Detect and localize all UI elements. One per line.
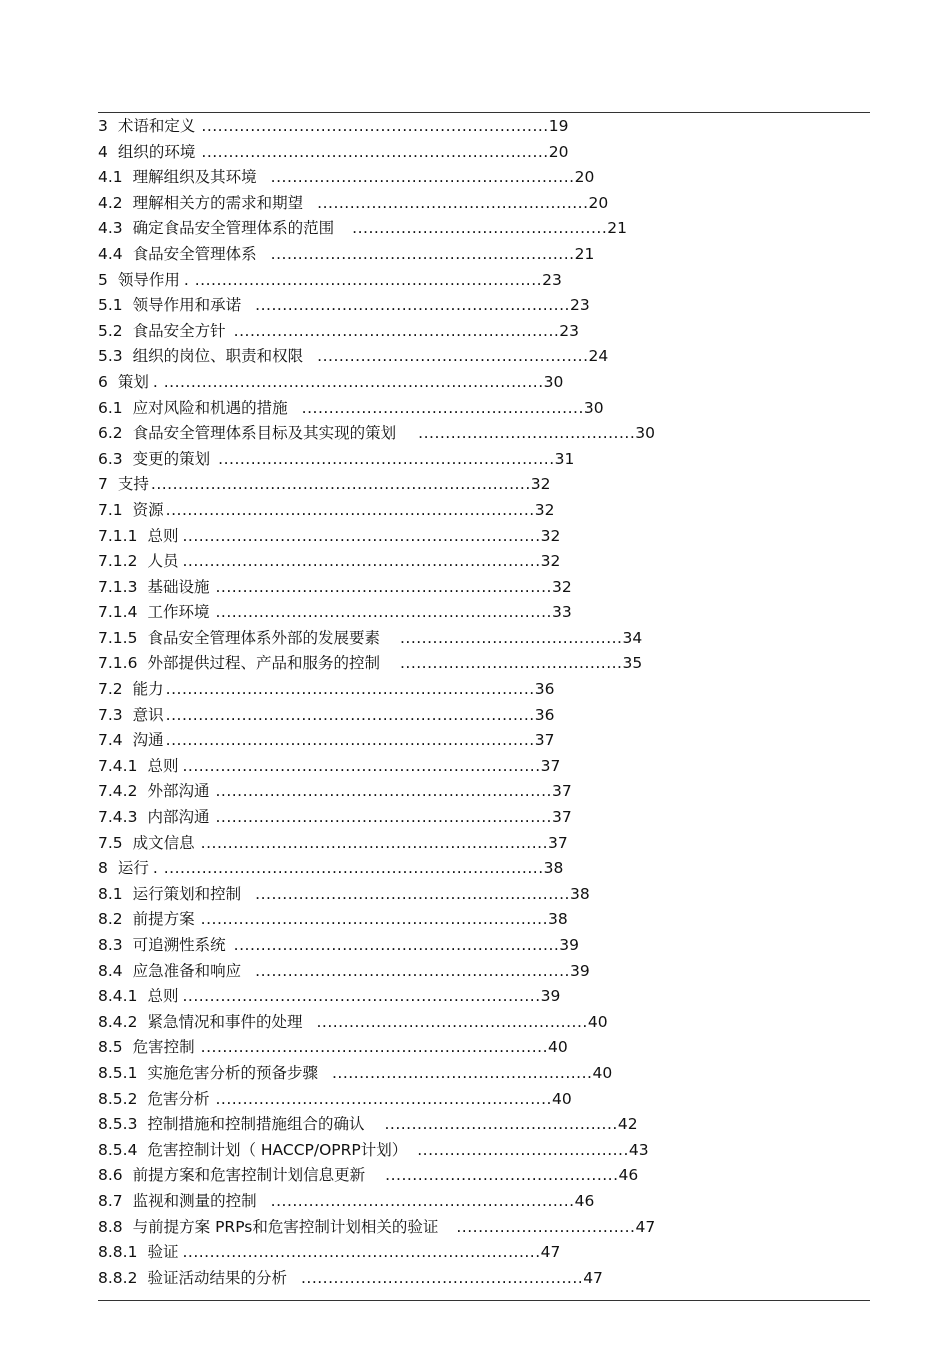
toc-entry[interactable]: [98, 1240, 870, 1266]
toc-leader: ................................................................: [201, 142, 549, 161]
toc-number: 6.3: [98, 449, 123, 468]
toc-title: 能力: [132, 680, 164, 699]
toc-title: 支持: [117, 475, 149, 494]
toc-leader: .................................: [456, 1217, 636, 1236]
toc-entry[interactable]: [98, 1189, 870, 1215]
toc-page: 46: [574, 1191, 595, 1210]
toc-entry[interactable]: [98, 933, 870, 959]
toc-title: 监视和测量的控制: [132, 1191, 257, 1210]
toc-page: 46: [618, 1166, 639, 1185]
toc-number: 8.5.4: [98, 1140, 138, 1159]
toc-entry[interactable]: [98, 472, 870, 498]
toc-entry[interactable]: [98, 191, 870, 217]
toc-leader: ............................................................: [233, 936, 560, 954]
toc-leader: ................................................................: [200, 833, 548, 852]
toc-page: 39: [559, 936, 580, 954]
toc-page: 38: [569, 884, 590, 903]
toc-entry[interactable]: [98, 524, 870, 550]
toc-entry[interactable]: [98, 703, 870, 729]
toc-page: 23: [542, 270, 562, 289]
toc-title: 食品安全管理体系外部的发展要素: [147, 628, 380, 647]
toc-page: 33: [551, 603, 572, 622]
toc-number: 6: [98, 372, 108, 391]
toc-title: 运行: [117, 859, 149, 878]
toc-leader: ......................................................................: [150, 475, 531, 494]
toc-page: 30: [635, 424, 655, 443]
toc-page: 30: [543, 372, 564, 391]
toc-title: 确定食品安全管理体系的范围: [132, 219, 335, 238]
toc-number: 8.4: [98, 961, 123, 980]
toc-entry[interactable]: [98, 344, 870, 370]
toc-number: 5.2: [98, 321, 123, 340]
toc-page: 38: [543, 859, 564, 878]
toc-number: 4.1: [98, 168, 123, 187]
toc-title: 工作环境: [147, 603, 210, 622]
toc-number: 8.5.2: [98, 1089, 138, 1108]
toc-number: 4.4: [98, 244, 123, 263]
toc-title: 前提方案和危害控制计划信息更新: [132, 1166, 366, 1185]
toc-title: 基础设施: [147, 577, 210, 596]
toc-number: 8.7: [98, 1191, 123, 1210]
toc-title: 验证: [147, 1243, 179, 1262]
toc-page: 37: [551, 808, 572, 827]
toc-leader: ..........................................................: [255, 961, 570, 980]
toc-title: 食品安全管理体系: [132, 244, 257, 263]
toc-entry[interactable]: [98, 1138, 870, 1164]
toc-page: 31: [554, 449, 575, 468]
toc-title: 危害控制: [132, 1038, 195, 1057]
toc-number: 8: [98, 859, 108, 878]
toc-title: 应急准备和响应: [132, 961, 242, 980]
toc-number: 7.1: [98, 500, 123, 519]
toc-page: 35: [622, 654, 643, 673]
toc-page: 38: [548, 910, 568, 929]
toc-number: 6.1: [98, 398, 123, 417]
toc-number: 5.3: [98, 347, 123, 366]
toc-title: 验证活动结果的分析: [147, 1268, 287, 1287]
toc-number: 7.4.2: [98, 782, 138, 801]
toc-entry[interactable]: [98, 779, 870, 805]
toc-number: 8.8: [98, 1217, 123, 1236]
toc-title: 控制措施和控制措施组合的确认: [147, 1115, 365, 1134]
toc-leader: ..................................................................: [182, 552, 541, 571]
toc-title: 人员: [147, 552, 179, 571]
toc-page: 37: [534, 731, 555, 750]
toc-number: 8.5.1: [98, 1063, 138, 1082]
toc-number: 7: [98, 475, 108, 494]
toc-leader: .........................................: [399, 628, 623, 647]
toc-page: 30: [583, 398, 604, 417]
toc-entry[interactable]: [98, 1266, 870, 1292]
toc-leader: ........................................: [418, 424, 636, 443]
toc-page: 21: [607, 219, 627, 238]
toc-entry[interactable]: [98, 293, 870, 319]
toc-entry[interactable]: [98, 805, 870, 831]
toc-leader: ..............................................................: [215, 808, 552, 827]
toc-entry[interactable]: [98, 242, 870, 268]
toc-leader: ...............................................: [352, 219, 608, 238]
toc-number: 7.4.1: [98, 756, 138, 775]
toc-title: 成文信息: [132, 833, 195, 852]
toc-number: 8.4.2: [98, 1012, 138, 1031]
toc-leader: ...........................................: [385, 1166, 619, 1185]
toc-title: 术语和定义: [117, 117, 196, 135]
toc-number: 7.5: [98, 833, 123, 852]
toc-leader: ..............................................................: [218, 449, 555, 468]
toc-page: 40: [548, 1038, 568, 1057]
toc-leader: ..................................................................: [182, 526, 541, 545]
toc-entry[interactable]: [98, 1010, 870, 1036]
toc-page: 20: [548, 142, 569, 161]
toc-leader: ..................................................................: [182, 1243, 541, 1262]
toc-number: 4: [98, 142, 108, 161]
toc-title: 总则: [147, 756, 179, 775]
toc-entry[interactable]: [98, 907, 870, 933]
toc-title: 实施危害分析的预备步骤: [147, 1063, 318, 1082]
toc-number: 8.5: [98, 1038, 123, 1057]
toc-leader: ..............................................................: [215, 603, 552, 622]
toc-leader: ................................................................: [201, 117, 549, 135]
toc-entry[interactable]: [98, 1163, 870, 1189]
toc-number: 5: [98, 270, 108, 289]
toc-leader: ..........................................................: [255, 296, 570, 315]
toc-entry[interactable]: [98, 754, 870, 780]
toc-entry[interactable]: [98, 600, 870, 626]
toc-number: 8.8.2: [98, 1268, 138, 1287]
toc-title: 内部沟通: [147, 808, 210, 827]
toc-page: 34: [622, 628, 643, 647]
toc-entry[interactable]: [98, 165, 870, 191]
toc-leader: .........................................: [399, 654, 623, 673]
toc-page: 47: [540, 1243, 561, 1262]
toc-leader: ....................................................................: [165, 705, 535, 724]
toc-page: 32: [530, 475, 551, 494]
toc-page: 37: [551, 782, 572, 801]
toc-title: 变更的策划: [132, 449, 211, 468]
toc-leader: ............................................................: [233, 321, 560, 340]
toc-title: 与前提方案 PRPs和危害控制计划相关的验证: [132, 1217, 439, 1236]
toc-leader: ..................................................: [316, 1012, 588, 1031]
toc-number: 7.1.4: [98, 603, 138, 622]
toc-number: 7.1.3: [98, 577, 138, 596]
toc-leader: .......................................: [417, 1140, 629, 1159]
toc-number: 8.8.1: [98, 1243, 138, 1262]
toc-page: 37: [540, 756, 561, 775]
toc-page: 47: [583, 1268, 603, 1287]
toc-title: 可追溯性系统: [132, 936, 226, 954]
toc-number: 7.1.2: [98, 552, 138, 571]
toc-leader: ....................................................................: [165, 500, 535, 519]
toc-number: 8.3: [98, 936, 123, 954]
toc-title: 组织的岗位、职责和权限: [132, 347, 304, 366]
toc-leader: ..............................................................: [215, 1089, 552, 1108]
toc-title: 沟通: [132, 731, 164, 750]
toc-page: 42: [617, 1115, 638, 1134]
toc-entry[interactable]: [98, 421, 870, 447]
toc-title: 理解相关方的需求和期望: [132, 193, 304, 212]
toc-number: 6.2: [98, 424, 123, 443]
toc-entry[interactable]: [98, 882, 870, 908]
toc-title: 前提方案: [132, 910, 195, 929]
toc-entry[interactable]: [98, 984, 870, 1010]
toc-entry[interactable]: [98, 396, 870, 422]
toc-page: 39: [540, 987, 561, 1006]
toc-title: 运行策划和控制: [132, 884, 242, 903]
toc-entry[interactable]: [98, 319, 870, 345]
toc-page: 43: [628, 1140, 649, 1159]
toc-leader: ........................................................: [270, 244, 575, 263]
toc-entry[interactable]: [98, 140, 870, 166]
toc-page: 39: [569, 961, 590, 980]
toc-title: 总则: [147, 987, 179, 1006]
toc-title: 组织的环境: [117, 142, 196, 161]
toc-title: 食品安全方针: [132, 321, 226, 340]
toc-number: 4.2: [98, 193, 123, 212]
toc-page: 32: [534, 500, 555, 519]
toc-number: 7.2: [98, 680, 123, 699]
toc-page: 19: [548, 117, 569, 135]
toc-title: 外部提供过程、产品和服务的控制: [147, 654, 380, 673]
toc-title: 策划: [117, 372, 149, 391]
toc-page: 21: [574, 244, 595, 263]
toc-leader: ..............................................................: [215, 577, 552, 596]
toc-page: 36: [534, 705, 555, 724]
toc-entry[interactable]: [98, 549, 870, 575]
toc-entry[interactable]: [98, 447, 870, 473]
toc-page: 40: [592, 1063, 613, 1082]
toc-title: 意识: [132, 705, 164, 724]
toc-number: 8.2: [98, 910, 123, 929]
toc-number: 7.3: [98, 705, 123, 724]
toc-entry[interactable]: [98, 677, 870, 703]
toc-entry[interactable]: [98, 498, 870, 524]
toc-page: 24: [588, 347, 609, 366]
toc-number: 7.1.5: [98, 628, 138, 647]
toc-number: 8.1: [98, 884, 123, 903]
toc-title: 资源: [132, 500, 164, 519]
toc-entry[interactable]: [98, 626, 870, 652]
toc-entry[interactable]: [98, 575, 870, 601]
bottom-rule: [98, 1300, 870, 1301]
toc-leader: ...........................................: [384, 1115, 618, 1134]
toc-entry[interactable]: [98, 370, 870, 396]
toc-leader: ..................................................................: [182, 987, 541, 1006]
toc-leader: ..........................................................: [255, 884, 570, 903]
toc-entry[interactable]: [98, 1061, 870, 1087]
toc-leader: ................................................: [331, 1063, 593, 1082]
toc-leader: ..............................................................: [215, 782, 552, 801]
toc-entry[interactable]: [98, 831, 870, 857]
toc-number: 8.5.3: [98, 1115, 138, 1134]
toc-leader: ................................................................: [200, 1038, 548, 1057]
toc-page: 47: [635, 1217, 656, 1236]
toc-entry[interactable]: [98, 728, 870, 754]
toc-title: 应对风险和机遇的措施: [132, 398, 288, 417]
toc-entry[interactable]: [98, 268, 870, 294]
toc-page: 40: [551, 1089, 572, 1108]
toc-leader: . ......................................................................: [152, 859, 544, 878]
toc-entry[interactable]: [98, 651, 870, 677]
toc-title: 理解组织及其环境: [132, 168, 257, 187]
toc-leader: ..................................................................: [182, 756, 541, 775]
toc-leader: ....................................................: [300, 1268, 584, 1287]
toc-number: 3: [98, 117, 108, 135]
toc-page: 23: [569, 296, 590, 315]
toc-title: 食品安全管理体系目标及其实现的策划: [132, 424, 397, 443]
toc-leader: . ................................................................: [183, 270, 543, 289]
toc-entry[interactable]: [98, 1035, 870, 1061]
toc-leader: . ......................................................................: [152, 372, 544, 391]
toc-number: 8.4.1: [98, 987, 138, 1006]
toc-page: 36: [534, 680, 555, 699]
toc-leader: ....................................................................: [165, 731, 535, 750]
toc-title: 紧急情况和事件的处理: [147, 1012, 303, 1031]
toc-page: 37: [548, 833, 568, 852]
toc-page: 20: [574, 168, 595, 187]
top-rule: [98, 112, 870, 113]
toc-page: 32: [540, 552, 561, 571]
toc-number: 8.6: [98, 1166, 123, 1185]
toc-entry[interactable]: [98, 216, 870, 242]
toc-entry[interactable]: [98, 1215, 870, 1241]
toc-page: 32: [540, 526, 561, 545]
toc-number: 7.4: [98, 731, 123, 750]
toc-page: 23: [559, 321, 580, 340]
toc-title: 危害分析: [147, 1089, 210, 1108]
table-of-contents: [98, 114, 870, 1291]
toc-entry[interactable]: [98, 114, 870, 140]
toc-entry[interactable]: [98, 1087, 870, 1113]
toc-number: 7.4.3: [98, 808, 138, 827]
toc-leader: ................................................................: [200, 910, 548, 929]
toc-entry[interactable]: [98, 959, 870, 985]
toc-number: 7.1.1: [98, 526, 138, 545]
toc-leader: ..................................................: [317, 347, 589, 366]
toc-leader: ....................................................................: [165, 680, 535, 699]
toc-number: 4.3: [98, 219, 123, 238]
toc-leader: ....................................................: [301, 398, 584, 417]
toc-leader: ........................................................: [270, 1191, 575, 1210]
toc-title: 危害控制计划（ HACCP/OPRP计划）: [147, 1140, 408, 1159]
toc-page: 40: [587, 1012, 608, 1031]
toc-number: 5.1: [98, 296, 123, 315]
toc-page: 20: [588, 193, 609, 212]
toc-title: 领导作用和承诺: [132, 296, 242, 315]
toc-leader: ..................................................: [317, 193, 589, 212]
toc-entry[interactable]: [98, 1112, 870, 1138]
toc-title: 领导作用: [117, 270, 180, 289]
toc-number: 7.1.6: [98, 654, 138, 673]
toc-page: 32: [551, 577, 572, 596]
toc-entry[interactable]: [98, 856, 870, 882]
toc-leader: ........................................................: [270, 168, 575, 187]
toc-title: 总则: [147, 526, 179, 545]
toc-title: 外部沟通: [147, 782, 210, 801]
